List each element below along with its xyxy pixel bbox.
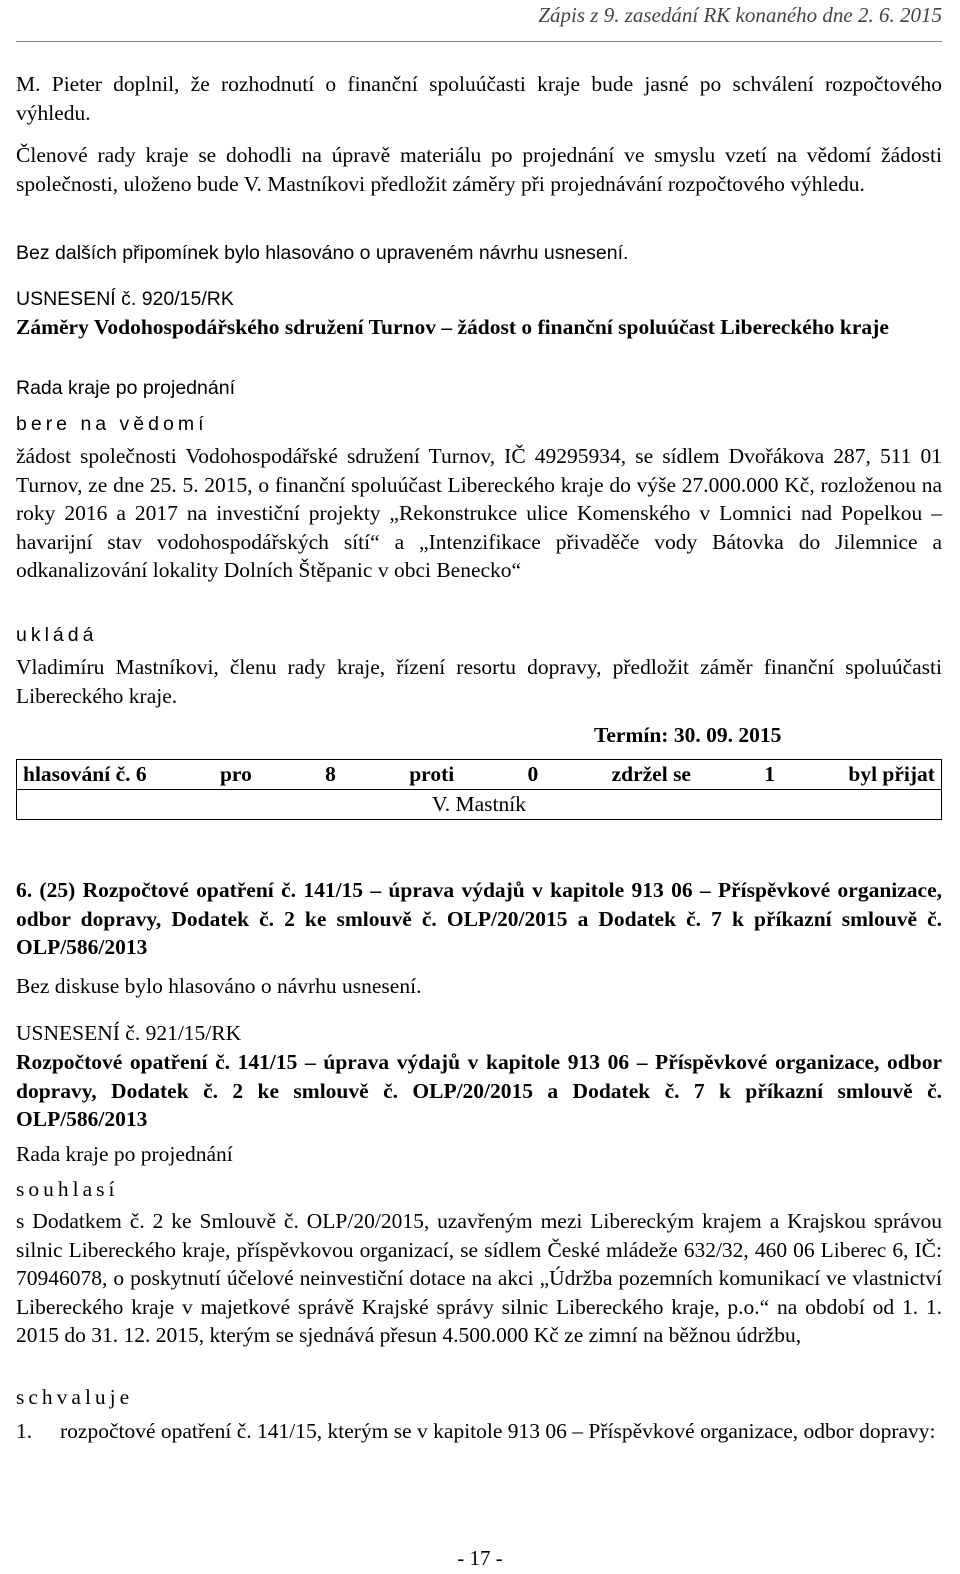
resolution-921-verb-agrees: souhlasí [16,1177,119,1201]
resolution-921-title: Rozpočtové opatření č. 141/15 – úprava výdajů v kapitole 913 06 – Příspěvkové organizace, odbor dopravy, Dodatek č. 2 ke smlouvě č. OLP/20/2015 a Dodatek č. 7 k příkazní smlouvě č. OLP/586/2013 [16,1050,942,1131]
resolution-920-council: Rada kraje po projednání [16,377,235,399]
paragraph-vote-note: Bez dalších připomínek bylo hlasováno o upraveném návrhu usnesení. [16,242,629,264]
vote-label: hlasování č. 6 [23,762,147,786]
resolution-920-verb-takes-note: bere na vědomí [16,413,208,435]
header-divider [16,41,942,42]
page-header: Zápis z 9. zasedání RK konaného dne 2. 6. 2015 [538,3,942,27]
vote-proti-label: proti [409,762,455,786]
item-1-number: 1. [16,1419,33,1443]
vote-abstain-count: 1 [764,762,776,786]
vote-result: byl přijat [848,762,935,786]
resolution-920-number: USNESENÍ č. 920/15/RK [16,288,234,310]
vote-pro-count: 8 [325,762,336,786]
section-6-heading: 6. (25) Rozpočtové opatření č. 141/15 – úprava výdajů v kapitole 913 06 – Příspěvkové organizace, odbor dopravy, Dodatek č. 2 ke smlouvě č. OLP/20/2015 a Dodatek č. 7 k příkazní smlouvě č. OLP/586/2013 [16,878,942,959]
section-6-note: Bez diskuse bylo hlasováno o návrhu usnesení. [16,974,422,998]
resolution-920-title: Záměry Vodohospodářského sdružení Turnov – žádost o finanční spoluúčast Libereckého kraje [16,315,889,339]
resolution-920-deadline: Termín: 30. 09. 2015 [594,723,782,747]
paragraph-members: Členové rady kraje se dohodli na úpravě materiálu po projednání ve smyslu vzetí na vědomí žádosti společnosti, uloženo bude V. Mastníkovi předložit záměry při projednávání rozpočtového výhledu. [16,143,942,196]
resolution-921-council: Rada kraje po projednání [16,1142,233,1166]
vote-abstain-label: zdržel se [611,762,691,786]
vote-signature: V. Mastník [17,790,942,820]
vote-results-row [23,762,935,787]
resolution-920-verb-orders: ukládá [16,624,98,646]
page-number: - 17 - [457,1546,503,1570]
resolution-921-text: s Dodatkem č. 2 ke Smlouvě č. OLP/20/2015, uzavřeným mezi Libereckým krajem a Krajskou správou silnic Libereckého kraje, příspěvkovou organizací, se sídlem České mládeže 632/32, 460 06 Liberec 6, IČ: 70946078, o poskytnutí účelové neinvestiční dotace na akci „Údržba pozemních komunikací ve vlastnictví Libereckého kraje v majetkové správě Krajské správy silnic Libereckého kraje, p.o.“ na období od 1. 1. 2015 do 31. 12. 2015, kterým se sjednává přesun 4.500.000 Kč ze zimní na běžnou údržbu, [16,1209,942,1347]
vote-proti-count: 0 [527,762,539,786]
vote-table [16,759,942,820]
resolution-921-verb-approves: schvaluje [16,1385,134,1409]
resolution-921-number: USNESENÍ č. 921/15/RK [16,1021,242,1045]
item-1-text: rozpočtové opatření č. 141/15, kterým se v kapitole 913 06 – Příspěvkové organizace, odbor dopravy: [60,1419,936,1443]
resolution-920-text: žádost společnosti Vodohospodářské sdružení Turnov, IČ 49295934, se sídlem Dvořákova 287, 511 01 Turnov, ze dne 25. 5. 2015, o finanční spoluúčast Libereckého kraje do výše 27.000.000 Kč, rozloženou na roky 2016 a 2017 na investiční projekty „Rekonstrukce ulice Komenského v Lomnici nad Popelkou – havarijní stav vodohospodářských sítí“ a „Intenzifikace přivaděče vody Bátovka do Jilemnice a odkanalizování lokality Dolních Štěpanic v obci Benecko“ [16,444,942,582]
resolution-920-task: Vladimíru Mastníkovi, členu rady kraje, řízení resortu dopravy, předložit záměr finanční spoluúčasti Libereckého kraje. [16,655,942,708]
vote-pro-label: pro [219,762,252,786]
paragraph-pieter: M. Pieter doplnil, že rozhodnutí o finanční spoluúčasti kraje bude jasné po schválení rozpočtového výhledu. [16,72,942,125]
